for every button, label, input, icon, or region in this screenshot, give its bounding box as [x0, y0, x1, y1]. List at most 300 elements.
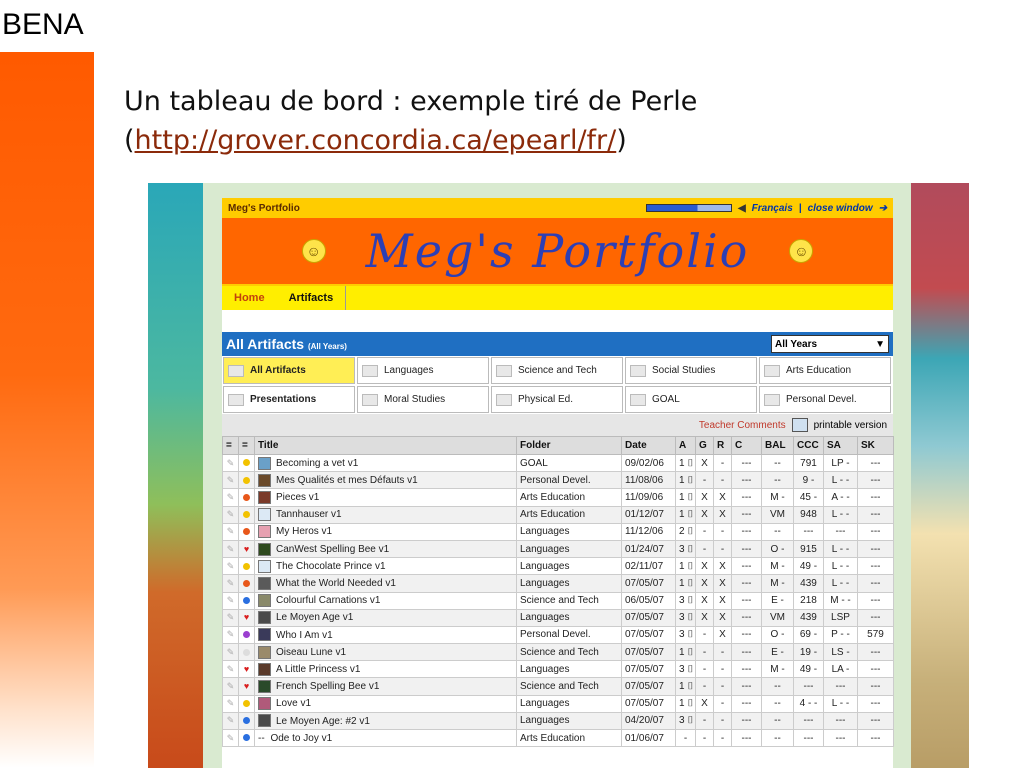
folder-cell: Arts Education [517, 506, 622, 523]
category-grid [222, 356, 893, 414]
ccc-cell: 49 - [794, 661, 824, 678]
sk-cell: --- [858, 489, 894, 506]
g-cell: X [696, 489, 714, 506]
bal-cell: O - [762, 626, 794, 643]
folder-cell: Languages [517, 523, 622, 540]
category-physical-ed[interactable]: Physical Ed. [491, 386, 623, 413]
column-header[interactable]: A [676, 437, 696, 455]
attachments-cell[interactable]: 2 ⌷ [676, 523, 696, 540]
date-cell: 07/05/07 [622, 575, 676, 592]
c-cell: --- [732, 695, 762, 712]
edit-cell[interactable] [223, 730, 239, 747]
column-header[interactable]: SK [858, 437, 894, 455]
folder-icon [362, 365, 378, 377]
ccc-cell: 439 [794, 609, 824, 626]
attachments-cell[interactable]: 1 ⌷ [676, 695, 696, 712]
status-dot-icon [243, 528, 250, 535]
artifact-title-link[interactable]: Colourful Carnations v1 [255, 592, 517, 609]
bal-cell: -- [762, 695, 794, 712]
attachments-cell[interactable]: 3 ⌷ [676, 626, 696, 643]
sk-cell: --- [858, 472, 894, 489]
attachments-cell[interactable]: 1 ⌷ [676, 558, 696, 575]
g-cell: - [696, 712, 714, 729]
r-cell: - [714, 695, 732, 712]
status-cell [239, 712, 255, 729]
bal-cell: E - [762, 644, 794, 661]
edit-cell[interactable] [223, 678, 239, 695]
tab-home[interactable]: Home [234, 292, 265, 304]
status-cell [239, 472, 255, 489]
c-cell: --- [732, 678, 762, 695]
artifact-title-link[interactable]: French Spelling Bee v1 [255, 678, 517, 695]
edit-cell[interactable] [223, 558, 239, 575]
banner-title: Meg's Portfolio [365, 224, 750, 278]
status-dot-icon [243, 717, 250, 724]
sk-cell: --- [858, 678, 894, 695]
arrow-icon: ➔ [878, 202, 887, 214]
column-header[interactable]: = [239, 437, 255, 455]
thumbnail-icon [258, 611, 271, 624]
table-row[interactable] [223, 730, 894, 747]
separator: | [798, 202, 802, 214]
sa-cell: A - - [824, 489, 858, 506]
edit-icon: ✎ [226, 491, 235, 502]
column-header[interactable]: SA [824, 437, 858, 455]
r-cell: X [714, 609, 732, 626]
category-presentations[interactable]: Presentations [223, 386, 355, 413]
sk-cell: --- [858, 575, 894, 592]
edit-icon: ✎ [226, 646, 235, 657]
bal-cell: -- [762, 730, 794, 747]
r-cell: - [714, 678, 732, 695]
edit-cell[interactable] [223, 455, 239, 472]
artifact-title-link[interactable]: Pieces v1 [255, 489, 517, 506]
thumbnail-icon [258, 560, 271, 573]
edit-cell[interactable] [223, 592, 239, 609]
table-row[interactable] [223, 626, 894, 643]
status-cell [239, 626, 255, 643]
edit-icon: ✎ [226, 715, 235, 726]
thumbnail-icon [258, 457, 271, 470]
sa-cell: L - - [824, 472, 858, 489]
date-cell: 06/05/07 [622, 592, 676, 609]
smiley-icon: ☺ [789, 239, 813, 263]
folder-icon [764, 394, 780, 406]
attachments-cell[interactable]: 1 ⌷ [676, 678, 696, 695]
g-cell: - [696, 523, 714, 540]
orange-side-bar [0, 52, 94, 768]
bal-cell: -- [762, 712, 794, 729]
section-subtitle: (All Years) [307, 342, 347, 351]
c-cell: --- [732, 661, 762, 678]
thumbnail-icon [258, 714, 271, 727]
date-cell: 07/05/07 [622, 626, 676, 643]
table-row[interactable] [223, 489, 894, 506]
close-window-link[interactable]: close window [807, 202, 873, 214]
g-cell: - [696, 644, 714, 661]
attachments-cell[interactable]: 3 ⌷ [676, 661, 696, 678]
folder-cell: Personal Devel. [517, 472, 622, 489]
folder-icon [630, 394, 646, 406]
edit-cell[interactable] [223, 575, 239, 592]
bal-cell: -- [762, 678, 794, 695]
status-dot-icon [243, 563, 250, 570]
folder-icon [764, 365, 780, 377]
thumbnail-icon [258, 508, 271, 521]
table-row[interactable] [223, 592, 894, 609]
column-header[interactable]: G [696, 437, 714, 455]
teacher-comments-link[interactable]: Teacher Comments [698, 419, 786, 431]
c-cell: --- [732, 730, 762, 747]
table-row[interactable] [223, 609, 894, 626]
attachments-cell[interactable]: 3 ⌷ [676, 712, 696, 729]
folder-cell: Science and Tech [517, 592, 622, 609]
ccc-cell: 69 - [794, 626, 824, 643]
artifact-title-link[interactable]: CanWest Spelling Bee v1 [255, 540, 517, 557]
thumbnail-icon [258, 646, 271, 659]
status-cell [239, 523, 255, 540]
sa-cell: L - - [824, 575, 858, 592]
sk-cell: --- [858, 712, 894, 729]
status-cell [239, 575, 255, 592]
thumbnail-icon [258, 594, 271, 607]
printer-icon[interactable] [792, 418, 808, 432]
epearl-link[interactable]: http://grover.concordia.ca/epearl/fr/ [134, 125, 617, 156]
date-cell: 01/06/07 [622, 730, 676, 747]
artifact-title-link[interactable]: My Heros v1 [255, 523, 517, 540]
sa-cell: L - - [824, 540, 858, 557]
g-cell: X [696, 575, 714, 592]
category-moral-studies[interactable]: Moral Studies [357, 386, 489, 413]
sa-cell: L - - [824, 506, 858, 523]
date-cell: 07/05/07 [622, 661, 676, 678]
r-cell: X [714, 592, 732, 609]
edit-cell[interactable] [223, 695, 239, 712]
bal-cell: VM [762, 609, 794, 626]
status-cell [239, 661, 255, 678]
sa-cell: --- [824, 678, 858, 695]
c-cell: --- [732, 626, 762, 643]
corner-label: BENA [2, 8, 84, 41]
edit-icon: ✎ [226, 595, 235, 606]
edit-icon: ✎ [226, 732, 235, 743]
artifact-title-link[interactable]: Becoming a vet v1 [255, 455, 517, 472]
francais-link[interactable]: Français [751, 202, 793, 214]
edit-icon: ✎ [226, 509, 235, 520]
category-goal[interactable]: GOAL [625, 386, 757, 413]
ccc-cell: --- [794, 678, 824, 695]
c-cell: --- [732, 489, 762, 506]
edit-icon: ✎ [226, 543, 235, 554]
sa-cell: LP - [824, 455, 858, 472]
status-dot-icon [243, 477, 250, 484]
folder-cell: Languages [517, 575, 622, 592]
screenshot-frame [148, 183, 969, 768]
c-cell: --- [732, 455, 762, 472]
folder-cell: Arts Education [517, 489, 622, 506]
chevron-down-icon: ▼ [875, 338, 885, 350]
thumbnail-icon [258, 663, 271, 676]
c-cell: --- [732, 575, 762, 592]
attachments-cell[interactable]: 1 ⌷ [676, 575, 696, 592]
attachments-cell[interactable]: 3 ⌷ [676, 609, 696, 626]
date-cell: 02/11/07 [622, 558, 676, 575]
column-header[interactable]: Folder [517, 437, 622, 455]
table-row[interactable] [223, 472, 894, 489]
thumbnail-icon [258, 577, 271, 590]
table-row[interactable] [223, 455, 894, 472]
sk-cell: --- [858, 644, 894, 661]
attachments-cell[interactable]: 1 ⌷ [676, 455, 696, 472]
table-row[interactable] [223, 523, 894, 540]
nav-tabs [222, 284, 893, 310]
heart-icon: ♥ [243, 543, 250, 554]
bal-cell: -- [762, 523, 794, 540]
folder-cell: Languages [517, 661, 622, 678]
r-cell: - [714, 540, 732, 557]
category-languages[interactable]: Languages [357, 357, 489, 384]
r-cell: - [714, 661, 732, 678]
status-dot-icon [243, 580, 250, 587]
artifact-title-link[interactable]: The Chocolate Prince v1 [255, 558, 517, 575]
edit-cell[interactable] [223, 644, 239, 661]
r-cell: X [714, 626, 732, 643]
status-dot-icon [243, 649, 250, 656]
ccc-cell: 45 - [794, 489, 824, 506]
table-row[interactable] [223, 678, 894, 695]
heart-icon: ♥ [243, 612, 250, 623]
edit-cell[interactable] [223, 712, 239, 729]
attachments-cell[interactable]: 1 ⌷ [676, 489, 696, 506]
r-cell: - [714, 644, 732, 661]
edit-cell[interactable] [223, 540, 239, 557]
status-dot-icon [243, 734, 250, 741]
c-cell: --- [732, 609, 762, 626]
edit-icon: ✎ [226, 526, 235, 537]
sa-cell: L - - [824, 695, 858, 712]
status-cell [239, 730, 255, 747]
folder-cell: Languages [517, 558, 622, 575]
bal-cell: E - [762, 592, 794, 609]
r-cell: - [714, 472, 732, 489]
artifacts-table [222, 436, 894, 747]
ccc-cell: 791 [794, 455, 824, 472]
ccc-cell: 948 [794, 506, 824, 523]
g-cell: X [696, 455, 714, 472]
sk-cell: --- [858, 695, 894, 712]
edit-icon: ✎ [226, 457, 235, 468]
category-science-tech[interactable]: Science and Tech [491, 357, 623, 384]
slide-title-line1: Un tableau de bord : exemple tiré de Perle [124, 86, 698, 117]
window-title: Meg's Portfolio [228, 202, 300, 214]
r-cell: - [714, 455, 732, 472]
sk-cell: --- [858, 558, 894, 575]
table-row[interactable] [223, 575, 894, 592]
ccc-cell: 4 - - [794, 695, 824, 712]
folder-icon [228, 394, 244, 406]
g-cell: - [696, 661, 714, 678]
folder-cell: GOAL [517, 455, 622, 472]
table-row[interactable] [223, 558, 894, 575]
column-header[interactable]: BAL [762, 437, 794, 455]
bal-cell: M - [762, 661, 794, 678]
sa-cell: LA - [824, 661, 858, 678]
speaker-icon[interactable]: ◀ [737, 202, 746, 214]
c-cell: --- [732, 472, 762, 489]
category-personal-devel[interactable]: Personal Devel. [759, 386, 891, 413]
ccc-cell: 218 [794, 592, 824, 609]
date-cell: 07/05/07 [622, 678, 676, 695]
folder-icon [496, 394, 512, 406]
sk-cell: --- [858, 730, 894, 747]
table-row[interactable] [223, 506, 894, 523]
thumbnail-icon [258, 543, 271, 556]
portfolio-banner [222, 218, 893, 284]
edit-icon: ✎ [226, 663, 235, 674]
g-cell: X [696, 609, 714, 626]
edit-icon: ✎ [226, 560, 235, 571]
edit-cell[interactable] [223, 626, 239, 643]
attachments-cell[interactable]: 3 ⌷ [676, 540, 696, 557]
sk-cell: --- [858, 523, 894, 540]
r-cell: - [714, 523, 732, 540]
g-cell: X [696, 506, 714, 523]
window-top-strip [222, 198, 893, 218]
status-dot-icon [243, 700, 250, 707]
date-cell: 09/02/06 [622, 455, 676, 472]
category-arts-education[interactable]: Arts Education [759, 357, 891, 384]
g-cell: - [696, 540, 714, 557]
bal-cell: -- [762, 472, 794, 489]
status-cell [239, 558, 255, 575]
r-cell: X [714, 558, 732, 575]
heart-icon: ♥ [243, 681, 250, 692]
table-header [223, 437, 894, 455]
folder-icon [496, 365, 512, 377]
table-row[interactable] [223, 695, 894, 712]
edit-cell[interactable] [223, 506, 239, 523]
edit-cell[interactable] [223, 661, 239, 678]
table-row[interactable] [223, 644, 894, 661]
column-header[interactable]: Title [255, 437, 517, 455]
g-cell: - [696, 472, 714, 489]
ccc-cell: --- [794, 523, 824, 540]
ccc-cell: --- [794, 712, 824, 729]
attachments-cell[interactable]: 1 ⌷ [676, 644, 696, 661]
smiley-icon: ☺ [302, 239, 326, 263]
sa-cell: L - - [824, 558, 858, 575]
artifact-title-link[interactable]: A Little Princess v1 [255, 661, 517, 678]
folder-cell: Arts Education [517, 730, 622, 747]
ccc-cell: 49 - [794, 558, 824, 575]
status-cell [239, 644, 255, 661]
edit-icon: ✎ [226, 681, 235, 692]
column-header[interactable]: R [714, 437, 732, 455]
edit-cell[interactable] [223, 523, 239, 540]
ccc-cell: 439 [794, 575, 824, 592]
ccc-cell: 9 - [794, 472, 824, 489]
printable-version-link[interactable]: printable version [813, 419, 887, 431]
attachments-cell[interactable]: 1 ⌷ [676, 472, 696, 489]
artifact-title-link[interactable]: Le Moyen Age: #2 v1 [255, 712, 517, 729]
edit-icon: ✎ [226, 629, 235, 640]
artifact-title-link[interactable]: What the World Needed v1 [255, 575, 517, 592]
r-cell: X [714, 506, 732, 523]
bal-cell: O - [762, 540, 794, 557]
artifact-title-link[interactable]: Love v1 [255, 695, 517, 712]
edit-cell[interactable] [223, 472, 239, 489]
folder-cell: Languages [517, 609, 622, 626]
edit-icon: ✎ [226, 474, 235, 485]
date-cell: 04/20/07 [622, 712, 676, 729]
date-cell: 07/05/07 [622, 609, 676, 626]
artifact-title-link[interactable]: Le Moyen Age v1 [255, 609, 517, 626]
status-cell [239, 695, 255, 712]
thumbnail-icon [258, 628, 271, 641]
artifact-title-link[interactable]: Mes Qualités et mes Défauts v1 [255, 472, 517, 489]
table-row[interactable] [223, 712, 894, 729]
sk-cell: 579 [858, 626, 894, 643]
progress-bar [646, 204, 732, 212]
year-select[interactable]: All Years ▼ [771, 335, 889, 353]
bal-cell: M - [762, 489, 794, 506]
edit-icon: ✎ [226, 698, 235, 709]
folder-cell: Languages [517, 712, 622, 729]
edit-cell[interactable] [223, 489, 239, 506]
artifact-title-link[interactable]: Oiseau Lune v1 [255, 644, 517, 661]
tab-artifacts[interactable]: Artifacts [277, 286, 347, 310]
folder-cell: Personal Devel. [517, 626, 622, 643]
date-cell: 11/08/06 [622, 472, 676, 489]
bal-cell: M - [762, 575, 794, 592]
artifacts-header [222, 332, 893, 356]
c-cell: --- [732, 592, 762, 609]
sk-cell: --- [858, 455, 894, 472]
column-header[interactable]: CCC [794, 437, 824, 455]
folder-cell: Languages [517, 695, 622, 712]
folder-cell: Languages [517, 540, 622, 557]
table-row[interactable] [223, 540, 894, 557]
attachments-cell[interactable]: 1 ⌷ [676, 506, 696, 523]
column-header[interactable]: Date [622, 437, 676, 455]
g-cell: X [696, 592, 714, 609]
edit-cell[interactable] [223, 609, 239, 626]
category-all-artifacts[interactable]: All Artifacts [223, 357, 355, 384]
ccc-cell: 19 - [794, 644, 824, 661]
folder-icon [228, 365, 244, 377]
status-dot-icon [243, 631, 250, 638]
r-cell: X [714, 575, 732, 592]
status-dot-icon [243, 494, 250, 501]
column-header[interactable]: C [732, 437, 762, 455]
date-cell: 07/05/07 [622, 695, 676, 712]
column-header[interactable]: = [223, 437, 239, 455]
artifact-title-link[interactable]: Tannhauser v1 [255, 506, 517, 523]
status-cell [239, 455, 255, 472]
slide-title-line2: (http://grover.concordia.ca/epearl/fr/) [124, 125, 627, 156]
artifact-title-link[interactable]: -- Ode to Joy v1 [255, 730, 517, 747]
attachments-cell[interactable]: - [676, 730, 696, 747]
sa-cell: LS - [824, 644, 858, 661]
c-cell: --- [732, 644, 762, 661]
sk-cell: --- [858, 592, 894, 609]
table-row[interactable] [223, 661, 894, 678]
bal-cell: M - [762, 558, 794, 575]
category-social-studies[interactable]: Social Studies [625, 357, 757, 384]
attachments-cell[interactable]: 3 ⌷ [676, 592, 696, 609]
g-cell: X [696, 695, 714, 712]
artifact-title-link[interactable]: Who I Am v1 [255, 626, 517, 643]
